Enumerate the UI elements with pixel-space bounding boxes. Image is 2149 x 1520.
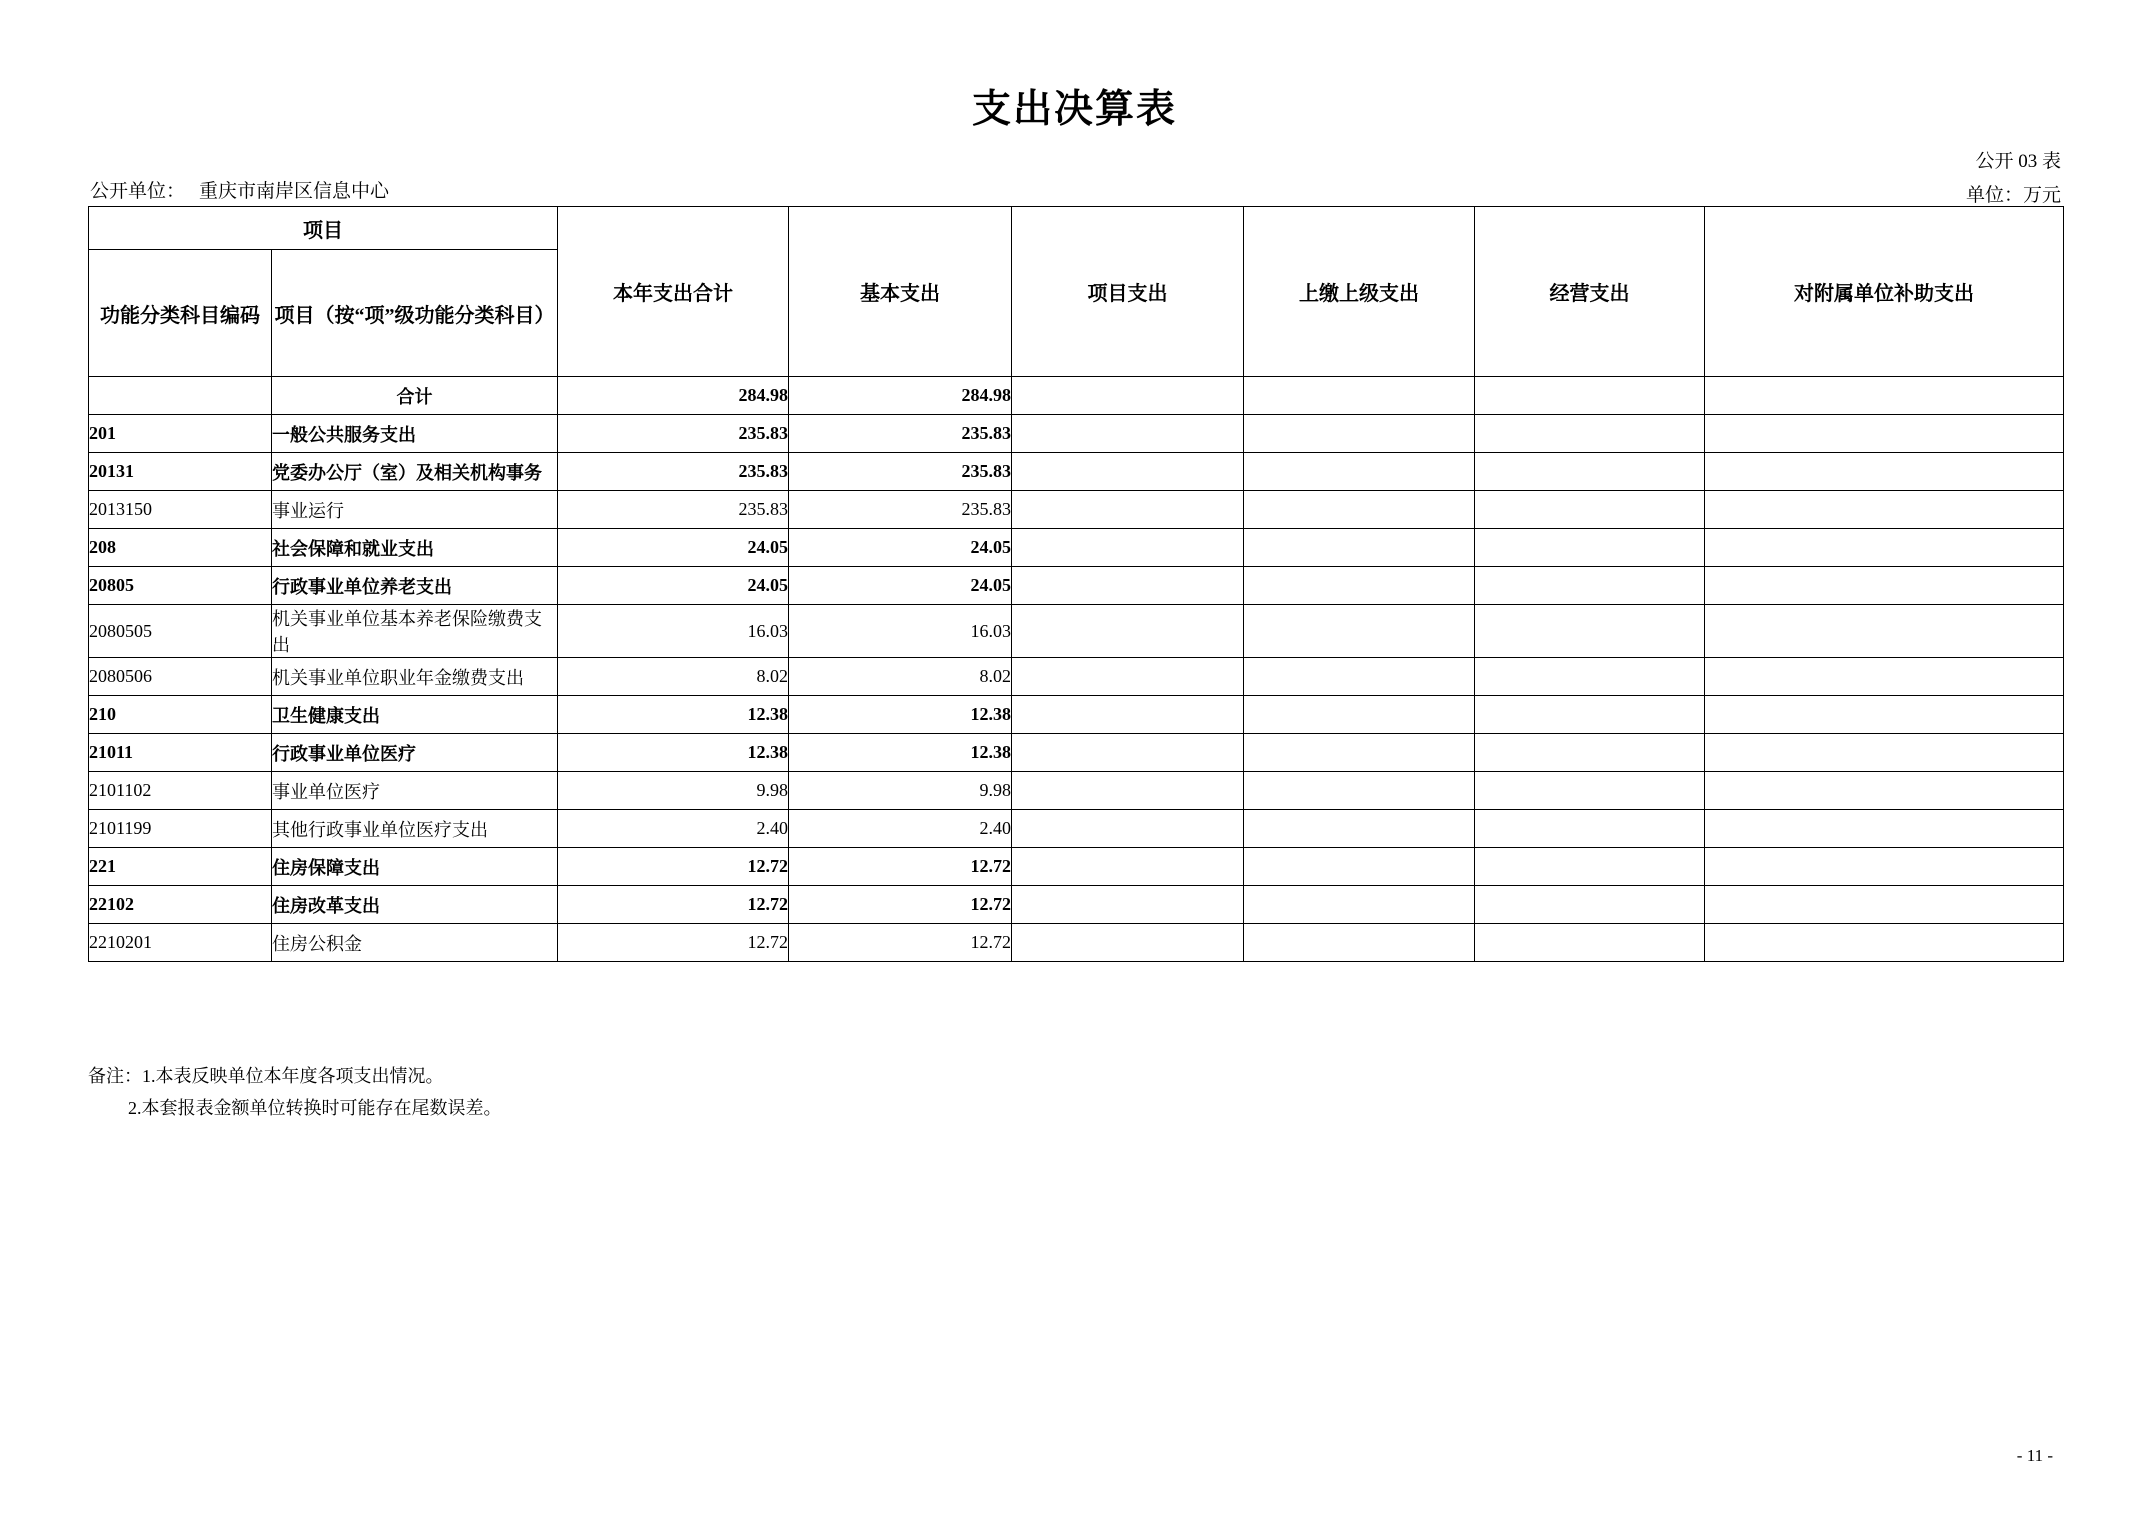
note-line-1: 备注：1.本表反映单位本年度各项支出情况。 [88, 1066, 444, 1086]
cell-code: 2080505 [89, 605, 272, 658]
cell-name: 事业运行 [272, 491, 558, 529]
cell-operating [1475, 605, 1705, 658]
cell-total: 24.05 [558, 567, 789, 605]
cell-basic: 284.98 [789, 377, 1012, 415]
table-header [89, 207, 2064, 377]
cell-code: 22102 [89, 886, 272, 924]
cell-total: 12.72 [558, 886, 789, 924]
cell-code: 210 [89, 696, 272, 734]
cell-operating [1475, 696, 1705, 734]
cell-operating [1475, 772, 1705, 810]
cell-total: 12.72 [558, 924, 789, 962]
cell-code: 20131 [89, 453, 272, 491]
cell-code: 2210201 [89, 924, 272, 962]
cell-subsidy [1705, 415, 2064, 453]
cell-operating [1475, 377, 1705, 415]
header-code: 功能分类科目编码 [89, 250, 272, 377]
cell-project [1012, 696, 1244, 734]
cell-operating [1475, 529, 1705, 567]
table-row [89, 848, 2064, 886]
cell-code [89, 377, 272, 415]
cell-basic: 235.83 [789, 453, 1012, 491]
cell-name: 党委办公厅（室）及相关机构事务 [272, 453, 558, 491]
cell-basic: 9.98 [789, 772, 1012, 810]
cell-total: 284.98 [558, 377, 789, 415]
cell-project [1012, 377, 1244, 415]
cell-total: 12.72 [558, 848, 789, 886]
cell-basic: 12.38 [789, 734, 1012, 772]
cell-upper [1244, 696, 1475, 734]
cell-project [1012, 810, 1244, 848]
cell-total: 12.38 [558, 696, 789, 734]
cell-subsidy [1705, 658, 2064, 696]
cell-operating [1475, 886, 1705, 924]
page-title: 支出决算表 [971, 88, 1177, 131]
table-row [89, 377, 2064, 415]
cell-project [1012, 924, 1244, 962]
cell-operating [1475, 491, 1705, 529]
cell-total: 235.83 [558, 415, 789, 453]
cell-name: 机关事业单位职业年金缴费支出 [272, 658, 558, 696]
cell-basic: 12.72 [789, 886, 1012, 924]
cell-project [1012, 491, 1244, 529]
header-group-item: 项目 [89, 207, 558, 250]
table-row [89, 734, 2064, 772]
cell-total: 235.83 [558, 491, 789, 529]
cell-name: 住房改革支出 [272, 886, 558, 924]
table-body [89, 377, 2064, 962]
cell-name: 卫生健康支出 [272, 696, 558, 734]
cell-upper [1244, 567, 1475, 605]
cell-total: 9.98 [558, 772, 789, 810]
cell-operating [1475, 567, 1705, 605]
cell-basic: 12.38 [789, 696, 1012, 734]
cell-operating [1475, 658, 1705, 696]
cell-name: 行政事业单位养老支出 [272, 567, 558, 605]
cell-project [1012, 848, 1244, 886]
cell-upper [1244, 529, 1475, 567]
cell-project [1012, 886, 1244, 924]
table-row [89, 491, 2064, 529]
cell-code: 20805 [89, 567, 272, 605]
cell-subsidy [1705, 734, 2064, 772]
org-label: 公开单位： [90, 181, 186, 202]
header-subsidy: 对附属单位补助支出 [1705, 207, 2064, 377]
cell-name: 机关事业单位基本养老保险缴费支出 [272, 605, 558, 658]
org-line [90, 176, 389, 203]
cell-upper [1244, 491, 1475, 529]
cell-code: 2013150 [89, 491, 272, 529]
cell-project [1012, 772, 1244, 810]
cell-operating [1475, 924, 1705, 962]
cell-subsidy [1705, 529, 2064, 567]
cell-project [1012, 453, 1244, 491]
cell-code: 201 [89, 415, 272, 453]
table-row [89, 529, 2064, 567]
cell-operating [1475, 415, 1705, 453]
cell-code: 2101102 [89, 772, 272, 810]
cell-project [1012, 734, 1244, 772]
table-row [89, 772, 2064, 810]
cell-upper [1244, 453, 1475, 491]
cell-subsidy [1705, 605, 2064, 658]
cell-upper [1244, 605, 1475, 658]
cell-name: 事业单位医疗 [272, 772, 558, 810]
cell-code: 21011 [89, 734, 272, 772]
cell-project [1012, 567, 1244, 605]
header-operating: 经营支出 [1475, 207, 1705, 377]
cell-basic: 12.72 [789, 924, 1012, 962]
cell-operating [1475, 810, 1705, 848]
cell-subsidy [1705, 377, 2064, 415]
page-number: - 11 - [2016, 1446, 2053, 1465]
cell-basic: 12.72 [789, 848, 1012, 886]
cell-project [1012, 605, 1244, 658]
cell-subsidy [1705, 886, 2064, 924]
cell-basic: 8.02 [789, 658, 1012, 696]
header-basic: 基本支出 [789, 207, 1012, 377]
table-row [89, 415, 2064, 453]
table-row [89, 605, 2064, 658]
cell-upper [1244, 848, 1475, 886]
cell-upper [1244, 377, 1475, 415]
cell-upper [1244, 886, 1475, 924]
cell-subsidy [1705, 810, 2064, 848]
cell-operating [1475, 734, 1705, 772]
table-row [89, 924, 2064, 962]
cell-project [1012, 658, 1244, 696]
cell-name: 社会保障和就业支出 [272, 529, 558, 567]
table-row [89, 453, 2064, 491]
cell-name: 行政事业单位医疗 [272, 734, 558, 772]
cell-subsidy [1705, 848, 2064, 886]
cell-basic: 24.05 [789, 529, 1012, 567]
cell-code: 208 [89, 529, 272, 567]
cell-total: 16.03 [558, 605, 789, 658]
cell-subsidy [1705, 772, 2064, 810]
expenditure-table [88, 206, 2064, 962]
table-row [89, 810, 2064, 848]
cell-upper [1244, 924, 1475, 962]
cell-total: 24.05 [558, 529, 789, 567]
form-code: 公开 03 表 [1975, 151, 2061, 172]
cell-code: 2101199 [89, 810, 272, 848]
cell-name: 住房公积金 [272, 924, 558, 962]
cell-operating [1475, 848, 1705, 886]
cell-upper [1244, 658, 1475, 696]
cell-subsidy [1705, 453, 2064, 491]
note-line-2: 2.本套报表金额单位转换时可能存在尾数误差。 [128, 1098, 502, 1118]
amount-unit-note: 单位：万元 [1965, 185, 2061, 206]
header-project: 项目支出 [1012, 207, 1244, 377]
cell-basic: 24.05 [789, 567, 1012, 605]
cell-name: 住房保障支出 [272, 848, 558, 886]
header-upper: 上缴上级支出 [1244, 207, 1475, 377]
table-row [89, 696, 2064, 734]
header-row-group [89, 207, 2064, 250]
table-row [89, 567, 2064, 605]
cell-total: 8.02 [558, 658, 789, 696]
header-name: 项目（按“项”级功能分类科目） [272, 250, 558, 377]
cell-upper [1244, 415, 1475, 453]
header-total: 本年支出合计 [558, 207, 789, 377]
table-row [89, 886, 2064, 924]
cell-basic: 235.83 [789, 491, 1012, 529]
cell-name: 合计 [272, 377, 558, 415]
cell-upper [1244, 734, 1475, 772]
cell-project [1012, 529, 1244, 567]
org-value: 重庆市南岸区信息中心 [199, 181, 390, 202]
cell-total: 235.83 [558, 453, 789, 491]
cell-subsidy [1705, 696, 2064, 734]
cell-upper [1244, 772, 1475, 810]
cell-name: 其他行政事业单位医疗支出 [272, 810, 558, 848]
cell-upper [1244, 810, 1475, 848]
cell-basic: 235.83 [789, 415, 1012, 453]
cell-code: 221 [89, 848, 272, 886]
cell-name: 一般公共服务支出 [272, 415, 558, 453]
cell-basic: 2.40 [789, 810, 1012, 848]
cell-total: 12.38 [558, 734, 789, 772]
cell-total: 2.40 [558, 810, 789, 848]
cell-project [1012, 415, 1244, 453]
table-row [89, 658, 2064, 696]
cell-basic: 16.03 [789, 605, 1012, 658]
cell-code: 2080506 [89, 658, 272, 696]
cell-subsidy [1705, 924, 2064, 962]
cell-subsidy [1705, 491, 2064, 529]
cell-operating [1475, 453, 1705, 491]
cell-subsidy [1705, 567, 2064, 605]
